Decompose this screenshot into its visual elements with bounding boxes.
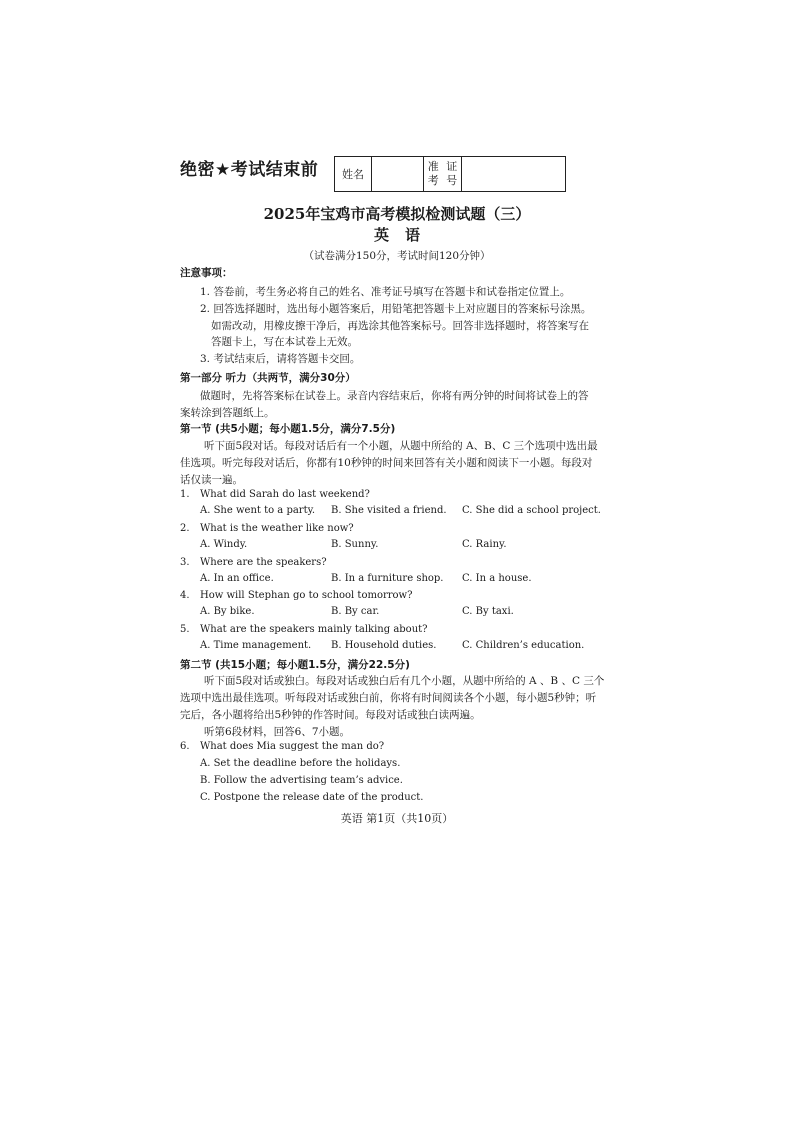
question-number: 1. — [180, 489, 190, 500]
notice-item: 3. 考试结束后，请将答题卡交回。 — [200, 353, 361, 365]
option-a[interactable]: A. By bike. — [200, 606, 255, 617]
section2-intro: 听下面5段对话或独白。每段对话或独白后有几个小题，从题中所给的 A 、B 、C 三个 — [204, 675, 605, 687]
option-b[interactable]: B. She visited a friend. — [331, 505, 447, 516]
question-text: What are the speakers mainly talking about? — [200, 624, 428, 635]
name-field[interactable] — [372, 157, 424, 191]
exam-title: 2025年宝鸡市高考模拟检测试题（三） — [263, 205, 531, 223]
subject-title: 英语 — [373, 226, 436, 244]
full-mark-note: （试卷满分150分，考试时间120分钟） — [303, 250, 491, 262]
notice-item: 2. 回答选择题时，选出每小题答案后，用铅笔把答题卡上对应题目的答案标号涂黑。 — [200, 303, 592, 315]
option-a[interactable]: A. In an office. — [200, 573, 274, 584]
notice-item: 1. 答卷前，考生务必将自己的姓名、准考证号填写在答题卡和试卷指定位置上。 — [200, 286, 571, 298]
option-c[interactable]: C. Postpone the release date of the product. — [200, 792, 424, 803]
question-text: How will Stephan go to school tomorrow? — [200, 590, 413, 601]
option-b[interactable]: B. Sunny. — [331, 539, 379, 550]
section2-intro: 完后，各小题将给出5秒钟的作答时间。每段对话或独白读两遍。 — [180, 709, 481, 721]
material-note: 听第6段材料，回答6、7小题。 — [204, 726, 351, 738]
question-text: What is the weather like now? — [200, 523, 354, 534]
part1-heading: 第一部分 听力（共两节，满分30分） — [180, 372, 356, 384]
question-number: 6. — [180, 741, 190, 752]
section2-heading: 第二节 (共15小题；每小题1.5分，满分22.5分) — [180, 659, 410, 671]
name-label: 姓名 — [335, 157, 372, 191]
section1-intro: 话仅读一遍。 — [180, 474, 243, 486]
question-text: Where are the speakers? — [200, 557, 327, 568]
part1-intro: 做题时，先将答案标在试卷上。录音内容结束后，你将有两分钟的时间将试卷上的答 — [200, 390, 589, 402]
option-c[interactable]: C. Rainy. — [462, 539, 507, 550]
notice-item: 如需改动，用橡皮擦干净后，再选涂其他答案标号。回答非选择题时，将答案写在 — [211, 320, 589, 332]
question-text: What does Mia suggest the man do? — [200, 741, 385, 752]
section2-intro: 选项中选出最佳选项。听每段对话或独白前，你将有时间阅读各个小题，每小题5秒钟；听 — [180, 692, 597, 704]
page-footer: 英语 第1页（共10页） — [340, 812, 454, 825]
exam-id-label-line2: 证号 — [446, 160, 458, 187]
confidential-label: 绝密★考试结束前 — [180, 160, 319, 180]
option-b[interactable]: B. By car. — [331, 606, 380, 617]
exam-id-label — [424, 157, 462, 191]
option-c[interactable]: C. In a house. — [462, 573, 532, 584]
notice-heading: 注意事项： — [180, 267, 233, 279]
exam-id-field[interactable] — [462, 157, 565, 191]
option-c[interactable]: C. Children’s education. — [462, 640, 585, 651]
question-number: 5. — [180, 624, 190, 635]
question-number: 2. — [180, 523, 190, 534]
option-a[interactable]: A. Time management. — [200, 640, 312, 651]
option-c[interactable]: C. She did a school project. — [462, 505, 601, 516]
option-a[interactable]: A. Windy. — [200, 539, 248, 550]
question-number: 4. — [180, 590, 190, 601]
option-b[interactable]: B. Follow the advertising team’s advice. — [200, 775, 403, 786]
notice-item: 答题卡上，写在本试卷上无效。 — [211, 336, 358, 348]
option-a[interactable]: A. Set the deadline before the holidays. — [200, 758, 401, 769]
exam-id-label-line1: 准考 — [427, 160, 439, 187]
section1-intro: 佳选项。听完每段对话后，你都有10秒钟的时间来回答有关小题和阅读下一小题。每段对 — [180, 457, 593, 469]
section1-heading: 第一节 (共5小题；每小题1.5分，满分7.5分) — [180, 423, 396, 435]
option-c[interactable]: C. By taxi. — [462, 606, 514, 617]
section1-intro: 听下面5段对话。每段对话后有一个小题，从题中所给的 A、B、C 三个选项中选出最 — [204, 440, 598, 452]
candidate-info-box — [334, 156, 566, 192]
option-a[interactable]: A. She went to a party. — [200, 505, 316, 516]
option-b[interactable]: B. In a furniture shop. — [331, 573, 444, 584]
question-number: 3. — [180, 557, 190, 568]
part1-intro: 案转涂到答题纸上。 — [180, 407, 275, 419]
option-b[interactable]: B. Household duties. — [331, 640, 437, 651]
question-text: What did Sarah do last weekend? — [200, 489, 370, 500]
